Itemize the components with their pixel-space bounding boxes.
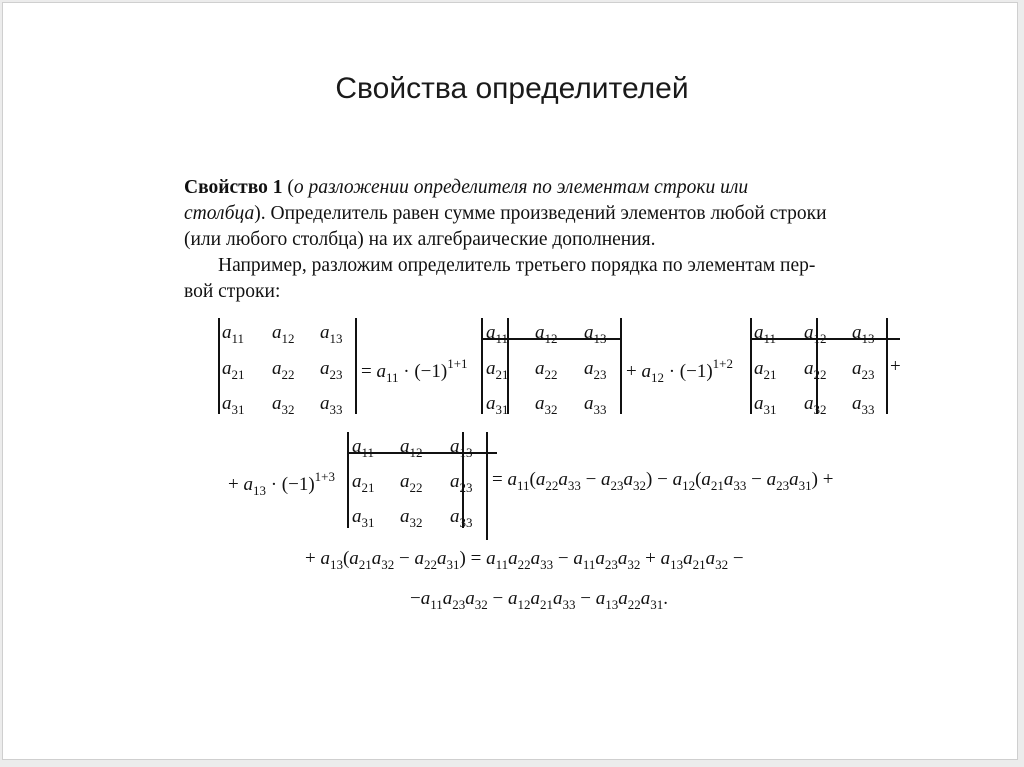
property-line-3: (или любого столбца) на их алгебраические дополнения. [184, 229, 656, 250]
equation-line-4: $-a_{11}a_{23}a_{32} - a_{12}a_{21}a_{33} - a_{13}a_{22}a_{31}$. [410, 588, 668, 612]
property-italic-title: о разложении определителя по элементам строки или [293, 177, 749, 198]
property-italic-title-cont: столбца [184, 203, 255, 224]
property-bold-label: Свойство 1 [184, 177, 283, 198]
equation-line-3: + $a_{13}(a_{21}a_{32} - a_{22}a_{31}) = a_{11}a_{22}a_{33} - a_{11}a_{23}a_{32} + a_{13}a_{21}a_{32}$ − [305, 548, 744, 572]
property-line-5: вой строки: [184, 281, 281, 302]
property-line-4: Например, разложим определитель третьего порядка по элементам пер- [218, 255, 816, 276]
property-line-2-text: ). Определитель равен сумме произведений элементов любой строки [254, 203, 827, 224]
property-line-2 [184, 201, 944, 227]
property-line-1: Свойство 1 (о разложении определителя по элементам строки или [184, 177, 749, 198]
slide-title: Свойства определителей [335, 72, 689, 105]
